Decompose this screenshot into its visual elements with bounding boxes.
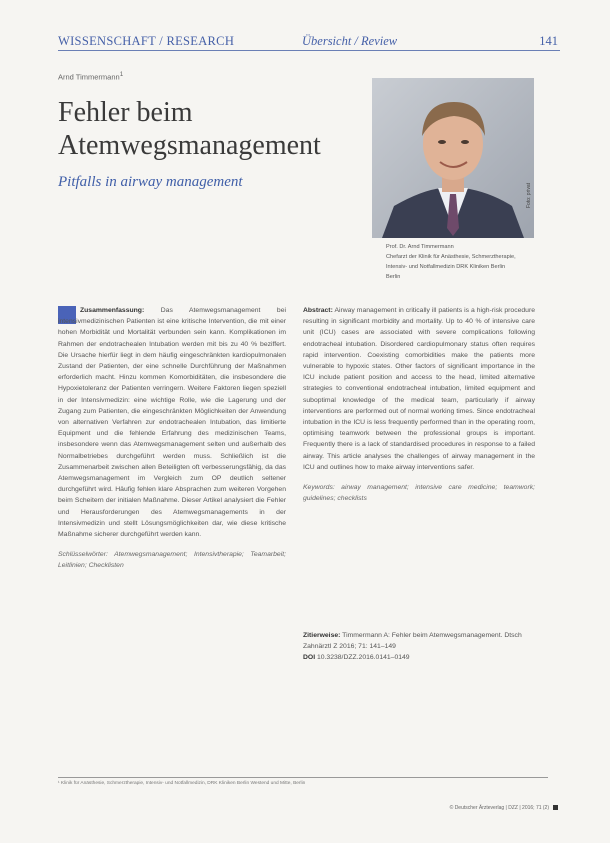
author-photo [372,78,534,238]
running-header-section: WISSENSCHAFT / RESEARCH [58,34,235,48]
abstract-english-text: Airway management in critically ill patients is a high-risk procedure resulting in significant morbidity and mortality. Up to 40 % of intensive care unit (ICU) cases are associated with severe complications following endotracheal intubation. Disordered cardiopulmonary status often requires rapid intervention. Coexisting comorbidities make the patients more vulnerable to hypoxic states. Other factors of significant importance in the ICU include patient position and access to the head, limited alternative strategies to conventional endotracheal intubation, limited equipment and suboptimal knowledge of the medical team, particularly if airway interventions are performed out of normal working times. Since endotracheal intubation in the ICU is less frequently performed than in the operating room, optimising teamwork between the professional groups is important. Frequently there is a lack of standardised procedures in response to a failed airway. This article analyses the challenges of airway management in the ICU and outlines how to make airway interventions safer. [303,307,535,471]
article-subtitle: Pitfalls in airway management [58,174,243,190]
abstract-german-text: Das Atemwegsmanagement bei intensivmedizinischen Patienten ist eine kritische Intervention, die mit einer hohen Morbidität und Mortalität verbunden sein kann. Komplikationen im Rahmen der endotrachealen Intubation werden mit bis zu 40 % beziffert. Die Ursache hierfür liegt in dem häufig eingeschränkten kardiopulmonalen Zustand der Patienten, der eine schnelle Durchführung der Maßnahmen erforderlich macht. Hinzu kommen Komorbiditäten, die insbesondere die Hypoxietoleranz der Patienten verringern. Weitere Faktoren liegen speziell in der Intensivmedizin: eine wichtige Rolle, wie die Lagerung und der Zugang zum Patienten, die eingeschränkten Möglichkeiten der Anwendung von alternativen Verfahren zur endotrachealen Intubation, das limitierte Equipment und die fehlende Erfahrung des medizinischen Teams, insbesondere wenn das Atemwegsmanagement selten und außerhalb des Normalbetriebes durchgeführt werden muss. Schließlich ist die Zusammenarbeit zwischen allen Beteiligten oft verbesserungsfähig, da das Atemwegsmanagement im Vergleich zum OP deutlich seltener durchgeführt wird. Häufig fehlen klare Absprachen zum weiteren Vorgehen beim Scheitern der initialen Maßnahme. Dieser Artikel analysiert die Fehler und Herausforderungen des Atemwegsmanagements in der Intensivmedizin und stellt Lösungsmöglichkeiten dar, wie diese kritische Maßnahme sicherer durchgeführt werden kann. [58,307,286,539]
author-affiliation-mark: 1 [119,71,124,78]
header-rule [58,50,560,51]
abstract-german [58,305,286,572]
portrait-illustration [372,78,534,238]
running-header-category: Übersicht / Review [302,34,398,48]
doi-label: DOI [303,653,316,661]
footer-square-icon [553,805,558,810]
journal-info: © Deutscher Ärzteverlag | DZZ | 2016; 71 (2) [449,805,549,811]
citation-line [303,631,535,653]
page-number: 141 [539,34,558,48]
caption-line: Berlin [386,274,401,280]
abstract-english-body [303,305,535,473]
photo-credit: Foto: privat [526,182,532,208]
caption-line: Prof. Dr. Arnd Timmermann [386,244,454,250]
journal-footer [450,805,558,811]
article-title: Fehler beim Atemwegsmanagement [58,97,321,161]
photo-caption [386,242,536,282]
keywords-german: Schlüsselwörter: Atemwegsmanagement; Intensivtherapie; Teamarbeit; Leitlinien; Checklisten [58,551,286,570]
citation-block [303,631,535,663]
caption-line: Chefarzt der Klinik für Anästhesie, Schmerztherapie, [386,254,516,260]
keywords-english: Keywords: airway management; intensive care medicine; teamwork; guidelines; checklists [303,484,535,503]
doi-line [303,653,535,664]
affiliation-footnote: ¹ Klinik für Anästhesie, Schmerztherapie, Intensiv- und Notfallmedizin, DRK Kliniken Berlin Westend und Mitte, Berlin [58,781,306,786]
abstract-german-body [58,305,286,540]
caption-line: Intensiv- und Notfallmedizin DRK Kliniken Berlin [386,264,506,270]
author-name: Arnd Timmermann [58,72,120,82]
footnote-rule [58,777,548,778]
citation-text: Timmermann A: Fehler beim Atemwegsmanagement. Dtsch Zahnärztl Z 2016; 71: 141–149 [303,632,522,650]
doi-value: 10.3238/DZZ.2016.0141–0149 [316,653,410,661]
author-line [58,71,123,82]
citation-label: Zitierweise: [303,632,341,639]
abstract-english-label: Abstract: [303,307,333,314]
abstract-english [303,305,535,504]
abstract-german-label: Zusammenfassung: [80,307,145,314]
